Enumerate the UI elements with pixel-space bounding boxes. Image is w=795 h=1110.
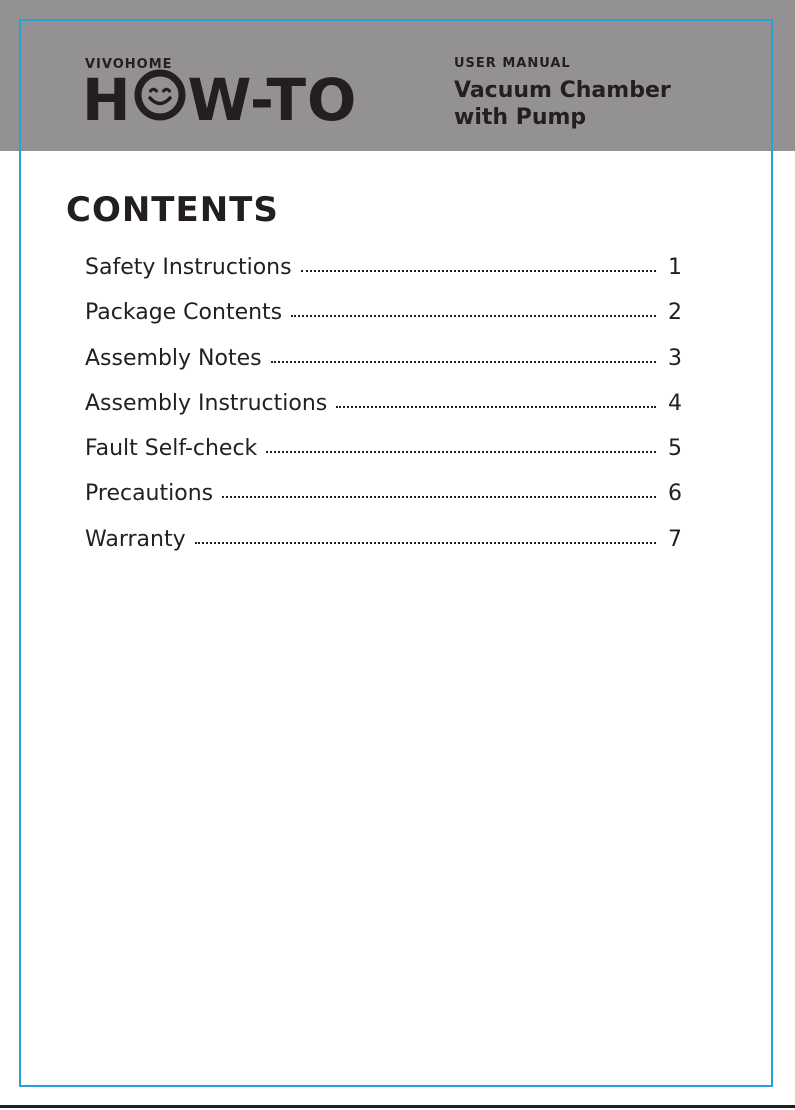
- toc-entry-label: Assembly Instructions: [85, 390, 328, 416]
- contents-heading: CONTENTS: [66, 190, 279, 230]
- toc-entry-page: 1: [668, 255, 682, 280]
- toc-entry-page: 6: [668, 481, 682, 507]
- toc-entry-label: Package Contents: [85, 300, 283, 326]
- smiley-o-icon: [134, 69, 186, 131]
- toc-entry[interactable]: [85, 481, 685, 526]
- product-title: [454, 77, 671, 131]
- dotted-leader: [291, 314, 656, 317]
- toc-entry[interactable]: [85, 436, 685, 481]
- bottom-rule: [0, 1105, 795, 1108]
- toc-entry-label: Safety Instructions: [85, 255, 292, 280]
- product-block: [454, 56, 671, 131]
- toc-entry-page: 4: [668, 390, 682, 416]
- dotted-leader: [336, 405, 656, 408]
- toc-entry-page: 5: [668, 436, 682, 462]
- toc-entry-page: 2: [668, 300, 682, 326]
- toc-entry[interactable]: [85, 255, 685, 300]
- toc-entry-label: Precautions: [85, 481, 214, 507]
- toc-entry[interactable]: [85, 346, 685, 391]
- how-to-logo: [82, 66, 358, 134]
- dotted-leader: [195, 541, 656, 544]
- user-manual-label: USER MANUAL: [454, 56, 571, 71]
- toc-entry-page: 3: [668, 345, 682, 371]
- toc-entry[interactable]: [85, 391, 685, 436]
- toc-entry-label: Warranty: [85, 526, 186, 552]
- toc-entry-label: Fault Self-check: [85, 436, 258, 462]
- product-title-line1: Vacuum Chamber: [454, 78, 671, 103]
- dotted-leader: [222, 495, 656, 498]
- dotted-leader: [266, 450, 656, 453]
- product-title-line2: with Pump: [454, 105, 587, 130]
- dotted-leader: [301, 269, 656, 272]
- logo-text-left: H: [82, 66, 132, 134]
- toc-entry[interactable]: [85, 527, 685, 572]
- toc-entry[interactable]: [85, 300, 685, 345]
- toc-entry-label: Assembly Notes: [85, 345, 262, 371]
- logo-text-right: W-TO: [187, 66, 358, 134]
- brand-name: VIVOHOME: [85, 57, 173, 72]
- dotted-leader: [271, 360, 656, 363]
- toc-entry-page: 7: [668, 526, 682, 552]
- table-of-contents: [85, 255, 685, 572]
